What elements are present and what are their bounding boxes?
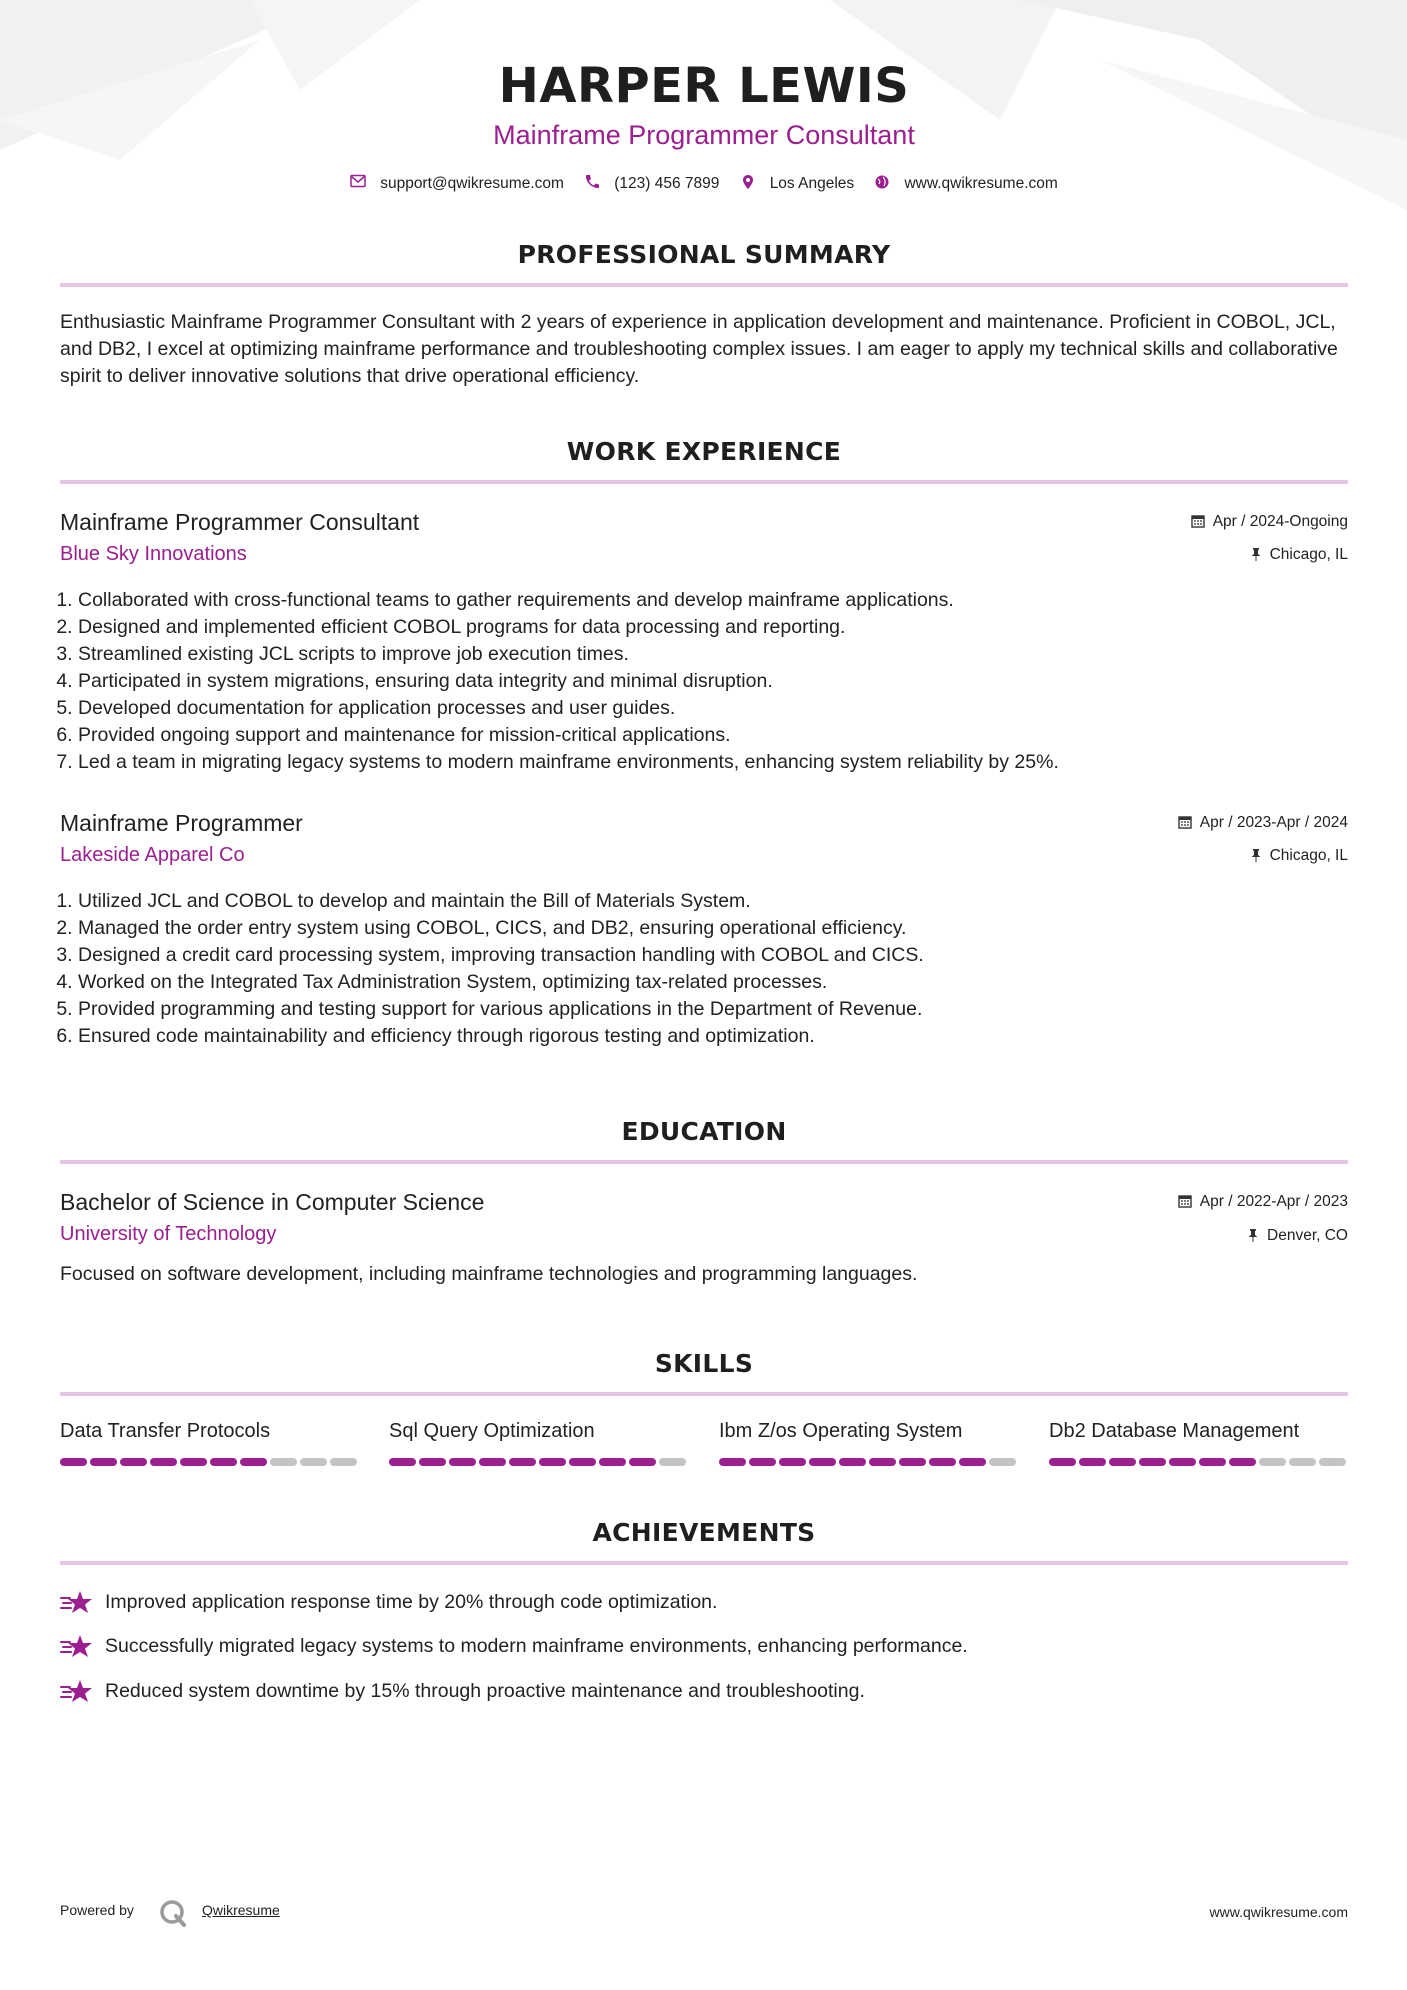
- contact-bar: [60, 174, 1348, 193]
- skill-segment-filled: [629, 1458, 656, 1466]
- skill-segment-empty: [1289, 1458, 1316, 1466]
- skill-segment-filled: [150, 1458, 177, 1466]
- skill-item: [389, 1420, 689, 1443]
- powered-by-label: Powered by: [60, 1902, 134, 1918]
- list-item: 3. Streamlined existing JCL scripts to improve job execution times.: [78, 641, 1059, 668]
- contact-phone-text: (123) 456 7899: [614, 175, 720, 192]
- contact-location-text: Los Angeles: [769, 175, 855, 192]
- job-date-text: Apr / 2023-Apr / 2024: [1199, 814, 1348, 831]
- calendar-icon: [1191, 514, 1205, 533]
- envelope-icon: [350, 174, 366, 190]
- star-icon: [60, 1633, 94, 1667]
- job-location: [1250, 546, 1348, 566]
- list-item: 6. Ensured code maintainability and efficiency through rigorous testing and optimization.: [78, 1023, 924, 1050]
- footer-website[interactable]: www.qwikresume.com: [1209, 1904, 1348, 1920]
- skill-segment-filled: [779, 1458, 806, 1466]
- education-description: Focused on software development, including mainframe technologies and programming languages.: [60, 1263, 918, 1285]
- pushpin-icon: [1247, 1228, 1259, 1247]
- skill-segment-empty: [1319, 1458, 1346, 1466]
- star-icon: [60, 1678, 94, 1712]
- contact-email-text: support@qwikresume.com: [380, 175, 564, 192]
- job-date-text: Apr / 2024-Ongoing: [1212, 513, 1348, 530]
- skill-segment-filled: [479, 1458, 506, 1466]
- achievement-text: Successfully migrated legacy systems to modern mainframe environments, enhancing performance.: [105, 1635, 968, 1657]
- map-marker-icon: [740, 174, 756, 190]
- skill-segment-filled: [809, 1458, 836, 1466]
- skill-segment-filled: [1109, 1458, 1136, 1466]
- skill-segment-empty: [300, 1458, 327, 1466]
- degree-title: Bachelor of Science in Computer Science: [60, 1189, 485, 1215]
- achievements-divider: [60, 1561, 1348, 1565]
- job-bullets: [60, 888, 924, 1050]
- skill-level-bar: [719, 1458, 1016, 1466]
- skill-segment-filled: [210, 1458, 237, 1466]
- skill-segment-empty: [989, 1458, 1016, 1466]
- pushpin-icon: [1250, 848, 1262, 867]
- star-icon: [60, 1589, 94, 1623]
- contact-email[interactable]: [350, 174, 564, 193]
- experience-divider: [60, 480, 1348, 484]
- skill-item: [719, 1420, 1019, 1443]
- list-item: 4. Participated in system migrations, ensuring data integrity and minimal disruption.: [78, 668, 1059, 695]
- skill-segment-filled: [929, 1458, 956, 1466]
- skill-item: [60, 1420, 360, 1443]
- education-location-text: Denver, CO: [1267, 1227, 1348, 1244]
- job-location-text: Chicago, IL: [1269, 847, 1348, 864]
- skill-name: Db2 Database Management: [1049, 1420, 1300, 1442]
- list-item: 5. Provided programming and testing support for various applications in the Department of Revenue.: [78, 996, 924, 1023]
- skill-segment-filled: [839, 1458, 866, 1466]
- school-name: University of Technology: [60, 1223, 277, 1245]
- skill-segment-filled: [539, 1458, 566, 1466]
- candidate-title: Mainframe Programmer Consultant: [493, 120, 915, 150]
- list-item: 1. Utilized JCL and COBOL to develop and maintain the Bill of Materials System.: [78, 888, 924, 915]
- skill-segment-filled: [569, 1458, 596, 1466]
- education-date: [1178, 1193, 1348, 1213]
- list-item: 1. Collaborated with cross-functional teams to gather requirements and develop mainframe applications.: [78, 587, 1059, 614]
- skill-segment-filled: [180, 1458, 207, 1466]
- list-item: 2. Designed and implemented efficient COBOL programs for data processing and reporting.: [78, 614, 1059, 641]
- job-title: Mainframe Programmer: [60, 810, 303, 836]
- education-divider: [60, 1160, 1348, 1164]
- globe-icon: [874, 174, 890, 190]
- education-date-text: Apr / 2022-Apr / 2023: [1199, 1193, 1348, 1210]
- achievement-text: Reduced system downtime by 15% through proactive maintenance and troubleshooting.: [105, 1680, 865, 1702]
- skill-segment-filled: [719, 1458, 746, 1466]
- contact-phone[interactable]: [584, 174, 719, 193]
- skill-segment-filled: [389, 1458, 416, 1466]
- list-item: 6. Provided ongoing support and maintenance for mission-critical applications.: [78, 722, 1059, 749]
- skill-segment-filled: [1079, 1458, 1106, 1466]
- skill-segment-empty: [330, 1458, 357, 1466]
- pushpin-icon: [1250, 547, 1262, 566]
- list-item: 2. Managed the order entry system using COBOL, CICS, and DB2, ensuring operational efficiency.: [78, 915, 924, 942]
- calendar-icon: [1178, 815, 1192, 834]
- list-item: 4. Worked on the Integrated Tax Administration System, optimizing tax-related processes.: [78, 969, 924, 996]
- qwikresume-logo-icon: [158, 1898, 188, 1933]
- skill-segment-filled: [60, 1458, 87, 1466]
- job-bullets: [60, 587, 1059, 776]
- skills-heading: SKILLS: [654, 1349, 754, 1378]
- job-location-text: Chicago, IL: [1269, 546, 1348, 563]
- job-date: [1191, 513, 1348, 533]
- contact-website[interactable]: [874, 174, 1057, 193]
- achievement-text: Improved application response time by 20% through code optimization.: [105, 1591, 718, 1613]
- education-heading: EDUCATION: [621, 1117, 787, 1146]
- list-item: 5. Developed documentation for application processes and user guides.: [78, 695, 1059, 722]
- skill-segment-filled: [599, 1458, 626, 1466]
- skill-segment-empty: [1259, 1458, 1286, 1466]
- skill-level-bar: [60, 1458, 357, 1466]
- skill-segment-filled: [90, 1458, 117, 1466]
- contact-website-text: www.qwikresume.com: [904, 175, 1058, 192]
- contact-location: [740, 174, 854, 193]
- skill-segment-filled: [1139, 1458, 1166, 1466]
- skill-item: [1049, 1420, 1349, 1443]
- skills-divider: [60, 1392, 1348, 1396]
- skill-segment-filled: [449, 1458, 476, 1466]
- skill-segment-filled: [419, 1458, 446, 1466]
- skill-segment-filled: [1169, 1458, 1196, 1466]
- job-date: [1178, 814, 1348, 834]
- skill-segment-filled: [120, 1458, 147, 1466]
- skill-segment-filled: [749, 1458, 776, 1466]
- skill-name: Sql Query Optimization: [389, 1420, 595, 1442]
- skill-segment-filled: [240, 1458, 267, 1466]
- job-location: [1250, 847, 1348, 867]
- qwikresume-link[interactable]: Qwikresume: [202, 1902, 280, 1918]
- skill-segment-filled: [509, 1458, 536, 1466]
- job-company: Blue Sky Innovations: [60, 543, 247, 565]
- summary-heading: PROFESSIONAL SUMMARY: [517, 240, 891, 269]
- list-item: 3. Designed a credit card processing system, improving transaction handling with COBOL and CICS.: [78, 942, 924, 969]
- job-title: Mainframe Programmer Consultant: [60, 509, 420, 535]
- skill-name: Ibm Z/os Operating System: [719, 1420, 963, 1442]
- phone-icon: [584, 174, 600, 190]
- skill-segment-empty: [659, 1458, 686, 1466]
- summary-divider: [60, 283, 1348, 287]
- skill-segment-filled: [869, 1458, 896, 1466]
- summary-text: Enthusiastic Mainframe Programmer Consultant with 2 years of experience in application development and maintenance. Proficient in COBOL, JCL, and DB2, I excel at optimizing mainframe performance and troubleshooting complex issues. I am eager to apply my technical skills and collaborative spirit to deliver innovative solutions that drive operational efficiency.: [60, 311, 1338, 387]
- achievements-heading: ACHIEVEMENTS: [592, 1518, 816, 1547]
- job-company: Lakeside Apparel Co: [60, 844, 245, 866]
- skill-level-bar: [389, 1458, 686, 1466]
- experience-heading: WORK EXPERIENCE: [566, 437, 842, 466]
- skill-segment-filled: [1049, 1458, 1076, 1466]
- skill-segment-filled: [899, 1458, 926, 1466]
- skill-segment-filled: [1199, 1458, 1226, 1466]
- education-location: [1247, 1227, 1348, 1247]
- candidate-name: HARPER LEWIS: [498, 58, 910, 114]
- calendar-icon: [1178, 1194, 1192, 1213]
- skill-segment-filled: [1229, 1458, 1256, 1466]
- skill-name: Data Transfer Protocols: [60, 1420, 271, 1442]
- list-item: 7. Led a team in migrating legacy systems to modern mainframe environments, enhancing system reliability by 25%.: [78, 749, 1059, 776]
- skill-segment-empty: [270, 1458, 297, 1466]
- skill-level-bar: [1049, 1458, 1346, 1466]
- skill-segment-filled: [959, 1458, 986, 1466]
